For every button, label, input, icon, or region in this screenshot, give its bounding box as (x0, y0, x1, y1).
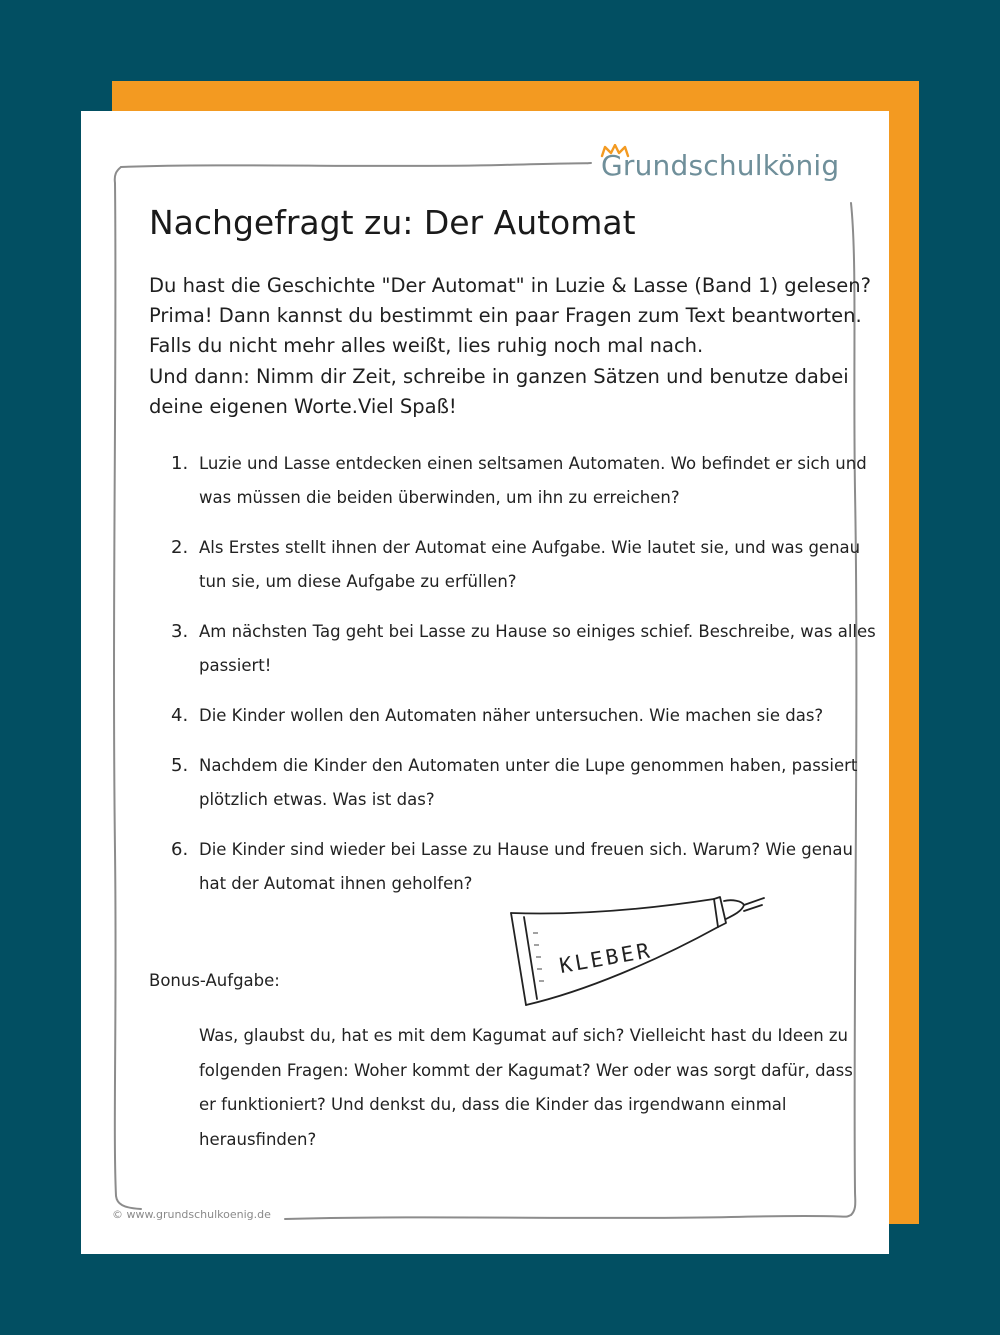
question-item (171, 531, 861, 599)
question-text: tun sie, um diese Aufgabe zu erfüllen? (199, 572, 517, 591)
worksheet-page (81, 111, 889, 1254)
question-text: Am nächsten Tag geht bei Lasse zu Hause so einiges schief. Beschreibe, was alles (199, 622, 876, 641)
bonus-line: herausfinden? (199, 1129, 317, 1149)
question-number: 3. (171, 621, 189, 642)
question-item (171, 749, 858, 817)
copyright-footer: © www.grundschulkoenig.de (112, 1208, 271, 1221)
question-item (171, 447, 867, 515)
question-text: hat der Automat ihnen geholfen? (199, 874, 473, 893)
grundschulkoenig-logo: Grundschulkönig (601, 149, 840, 182)
question-text: was müssen die beiden überwinden, um ihn zu erreichen? (199, 488, 680, 507)
question-text: Luzie und Lasse entdecken einen seltsamen Automaten. Wo befindet er sich und (199, 454, 867, 473)
bonus-line: er funktioniert? Und denkst du, dass die Kinder das irgendwann einmal (199, 1095, 787, 1114)
question-number: 6. (171, 839, 189, 860)
intro-line: Falls du nicht mehr alles weißt, lies ruhig noch mal nach. (149, 334, 704, 358)
intro-line: Du hast die Geschichte "Der Automat" in Luzie & Lasse (Band 1) gelesen? (149, 274, 871, 297)
intro-line: Und dann: Nimm dir Zeit, schreibe in ganzen Sätzen und benutze dabei (149, 364, 849, 388)
question-text: Die Kinder wollen den Automaten näher untersuchen. Wie machen sie das? (199, 706, 824, 725)
bonus-line: folgenden Fragen: Woher kommt der Kagumat? Wer oder was sorgt dafür, dass (199, 1060, 853, 1080)
question-item (171, 699, 831, 733)
bonus-paragraph (199, 1019, 853, 1157)
question-list (171, 447, 876, 901)
intro-paragraph (149, 271, 871, 422)
bonus-line: Was, glaubst du, hat es mit dem Kagumat auf sich? Vielleicht hast du Ideen zu (199, 1026, 849, 1045)
question-item (171, 615, 876, 683)
question-number: 5. (171, 755, 189, 776)
intro-line: Prima! Dann kannst du bestimmt ein paar Fragen zum Text beantworten. (149, 304, 862, 328)
intro-line: deine eigenen Worte.Viel Spaß! (149, 394, 457, 418)
glue-tube-illustration (506, 893, 776, 1013)
question-item (171, 833, 853, 901)
question-text: Die Kinder sind wieder bei Lasse zu Hause und freuen sich. Warum? Wie genau (199, 840, 853, 859)
question-number: 4. (171, 705, 189, 726)
question-text: Nachdem die Kinder den Automaten unter die Lupe genommen haben, passiert (199, 756, 858, 775)
bonus-label: Bonus-Aufgabe: (149, 971, 280, 990)
glue-tube-label: KLEBER (557, 938, 655, 979)
question-text: passiert! (199, 656, 272, 675)
question-number: 1. (171, 453, 189, 474)
question-text: Als Erstes stellt ihnen der Automat eine Aufgabe. Wie lautet sie, und was genau (199, 538, 861, 557)
page-title: Nachgefragt zu: Der Automat (149, 203, 636, 242)
question-text: plötzlich etwas. Was ist das? (199, 790, 435, 809)
question-number: 2. (171, 537, 189, 558)
